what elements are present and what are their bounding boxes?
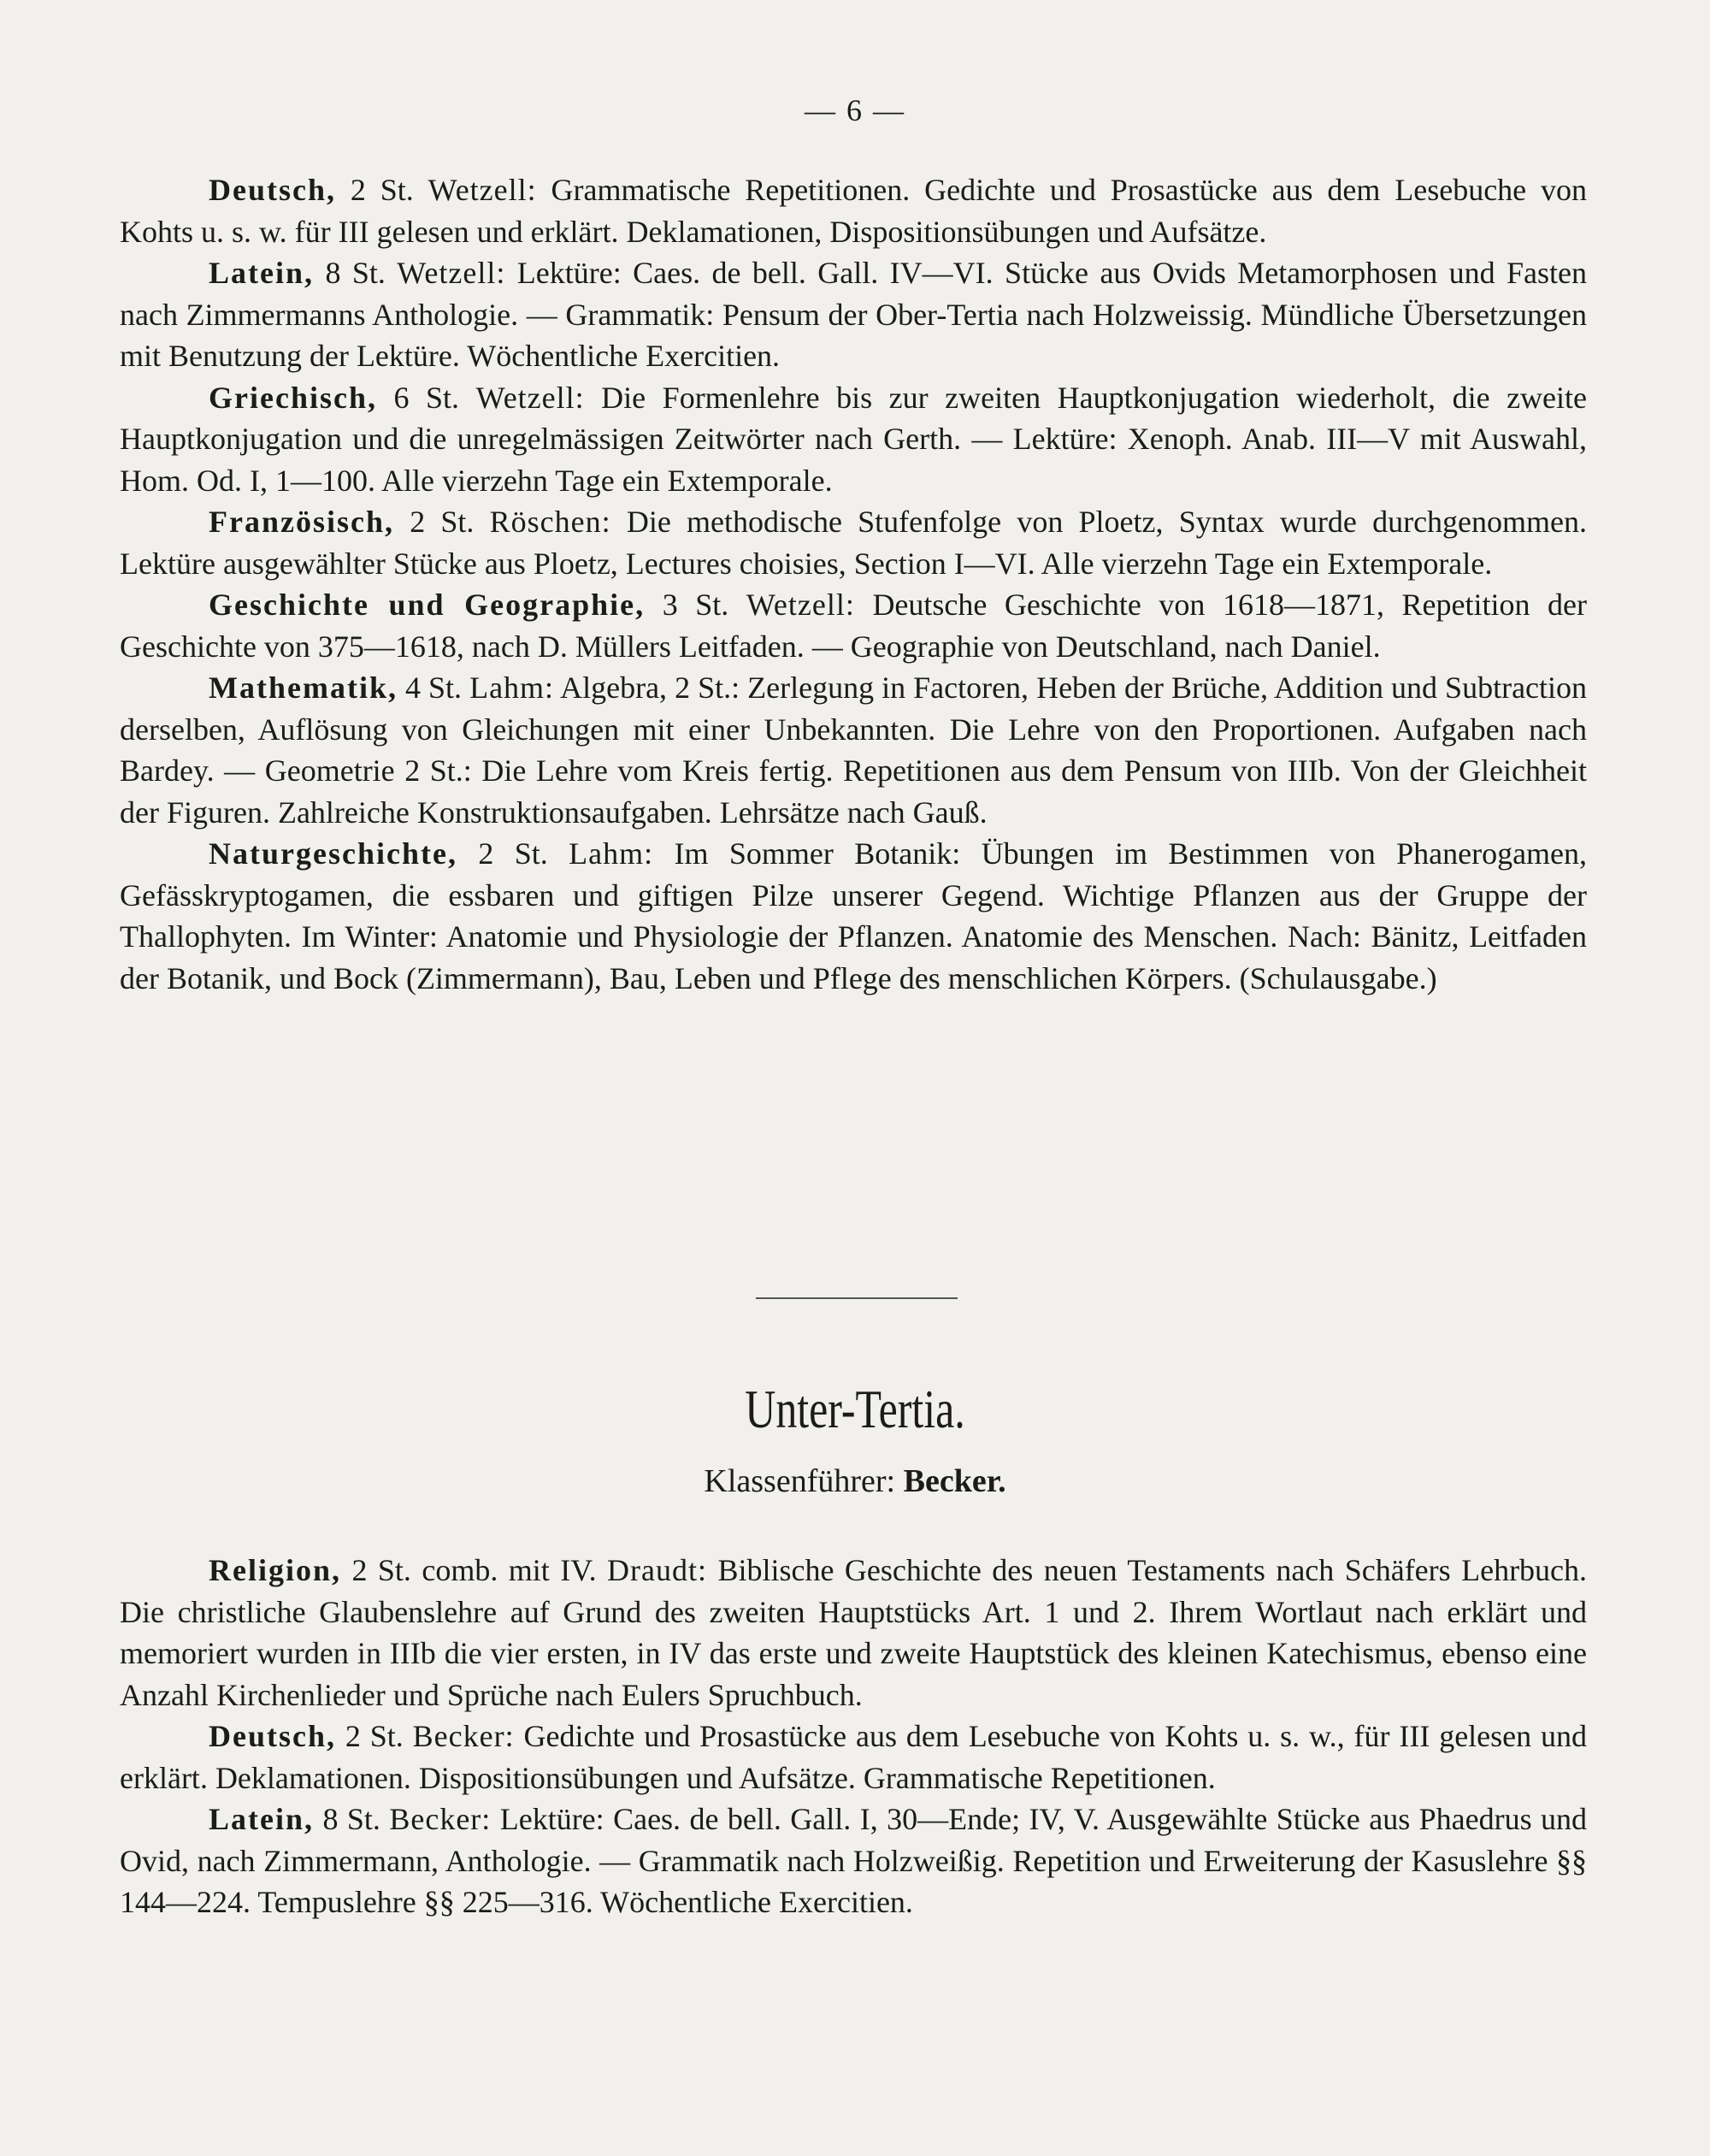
- hours: 2 St.: [410, 505, 475, 539]
- hours: 3 St.: [662, 588, 729, 622]
- hours: 2 St. comb. mit IV.: [351, 1553, 597, 1587]
- teacher-name: Lahm:: [569, 836, 654, 871]
- subject-name: Latein,: [209, 256, 315, 290]
- class-leader-name: Becker.: [903, 1463, 1006, 1499]
- paragraph-religion: [120, 1550, 1587, 1716]
- paragraph-geschichte: [120, 584, 1587, 667]
- paragraph-text: Gedichte und Prosastücke aus dem Lesebuche von Kohts u. s. w., für III gelesen und erklärt. Deklamationen. Dispositionsübungen und Aufsätze. Grammatische Repetitionen.: [120, 1719, 1588, 1795]
- lower-section: [120, 1550, 1587, 1923]
- subject-name: Naturgeschichte,: [209, 836, 457, 871]
- paragraph-latein-uiii: [120, 1799, 1587, 1923]
- paragraph-text: Die methodische Stufenfolge von Ploetz, Syntax wurde durchgenommen. Lektüre ausgewählter Stücke aus Ploetz, Lectures choisies, Section I—VI. Alle vierzehn Tage ein Extemporale.: [120, 505, 1588, 581]
- section-title: Unter-Tertia.: [745, 1379, 965, 1439]
- paragraph-text: Deutsche Geschichte von 1618—1871, Repetition der Geschichte von 375—1618, nach D. Müllers Leitfaden. — Geographie von Deutschland, nach Daniel.: [120, 588, 1588, 664]
- section-divider: [756, 1297, 958, 1299]
- teacher-name: Wetzell:: [397, 256, 506, 290]
- subject-name: Deutsch,: [209, 1719, 336, 1753]
- subject-name: Griechisch,: [209, 380, 377, 415]
- paragraph-text: Im Sommer Botanik: Übungen im Bestimmen von Phanerogamen, Gefässkryptogamen, die essbaren und giftigen Pilze unserer Gegend. Wichtige Pflanzen aus der Gruppe der Thallophyten. Im Winter: Anatomie und Physiologie der Pflanzen. Anatomie des Menschen. Nach: Bänitz, Leitfaden der Botanik, und Bock (Zimmermann), Bau, Leben und Pflege des menschlichen Körpers. (Schulausgabe.): [120, 836, 1588, 995]
- class-leader-label: Klassenführer:: [704, 1463, 896, 1499]
- hours: 8 St.: [322, 1802, 380, 1836]
- subject-name: Geschichte und Geographie,: [209, 588, 646, 622]
- hours: 8 St.: [325, 256, 386, 290]
- class-leader-line: [0, 1461, 1710, 1502]
- subject-name: Mathematik,: [209, 670, 398, 705]
- teacher-name: Draudt:: [607, 1553, 708, 1587]
- hours: 2 St.: [478, 836, 548, 871]
- paragraph-text: Algebra, 2 St.: Zerlegung in Factoren, Heben der Brüche, Addition und Subtraction derselben, Auflösung von Gleichungen mit einer Unbekannten. Die Lehre von den Proportionen. Aufgaben nach Bardey. — Geometrie 2 St.: Die Lehre vom Kreis fertig. Repetitionen aus dem Pensum von IIIb. Von der Gleichheit der Figuren. Zahlreiche Konstruktionsaufgaben. Lehrsätze nach Gauß.: [120, 670, 1588, 830]
- paragraph-deutsch-oiii: [120, 169, 1587, 252]
- page-number: — 6 —: [805, 93, 905, 127]
- hours: 2 St.: [350, 173, 414, 207]
- hours: 4 St.: [405, 670, 463, 705]
- teacher-name: Becker:: [389, 1802, 492, 1836]
- subject-name: Latein,: [209, 1802, 315, 1836]
- paragraph-deutsch-uiii: [120, 1716, 1587, 1799]
- paragraph-griechisch: [120, 377, 1587, 502]
- teacher-name: Wetzell:: [746, 588, 855, 622]
- paragraph-mathematik: [120, 667, 1587, 833]
- teacher-name: Wetzell:: [428, 173, 537, 207]
- subject-name: Religion,: [209, 1553, 342, 1587]
- upper-section: [120, 169, 1587, 999]
- paragraph-franzoesisch: [120, 501, 1587, 584]
- paragraph-text: Grammatische Repetitionen. Gedichte und Prosastücke aus dem Lesebuche von Kohts u. s. w. für III gelesen und erklärt. Deklamationen, Dispositionsübungen und Aufsätze.: [120, 173, 1588, 249]
- teacher-name: Lahm:: [469, 670, 555, 705]
- paragraph-latein-oiii: [120, 252, 1587, 377]
- paragraph-text: Lektüre: Caes. de bell. Gall. I, 30—Ende; IV, V. Ausgewählte Stücke aus Phaedrus und Ovid, nach Zimmermann, Anthologie. — Grammatik nach Holzweißig. Repetition und Erweiterung der Kasuslehre §§ 144—224. Tempuslehre §§ 225—316. Wöchentliche Exercitien.: [120, 1802, 1588, 1919]
- teacher-name: Wetzell:: [475, 380, 585, 415]
- paragraph-naturgeschichte: [120, 833, 1587, 999]
- subject-name: Französisch,: [209, 505, 394, 539]
- subject-name: Deutsch,: [209, 173, 336, 207]
- hours: 6 St.: [393, 380, 460, 415]
- paragraph-text: Die Formenlehre bis zur zweiten Hauptkonjugation wiederholt, die zweite Hauptkonjugation und die unregelmässigen Zeitwörter nach Gerth. — Lektüre: Xenoph. Anab. III—V mit Auswahl, Hom. Od. I, 1—100. Alle vierzehn Tage ein Extemporale.: [120, 380, 1588, 498]
- teacher-name: Röschen:: [489, 505, 611, 539]
- paragraph-text: Biblische Geschichte des neuen Testaments nach Schäfers Lehrbuch. Die christliche Glaubenslehre auf Grund des zweiten Hauptstücks Art. 1 und 2. Ihrem Wortlaut nach erklärt und memoriert wurden in IIIb die vier ersten, in IV das erste und zweite Hauptstück des kleinen Katechismus, ebenso eine Anzahl Kirchenlieder und Sprüche nach Eulers Spruchbuch.: [120, 1553, 1588, 1712]
- hours: 2 St.: [345, 1719, 404, 1753]
- paragraph-text: Lektüre: Caes. de bell. Gall. IV—VI. Stücke aus Ovids Metamorphosen und Fasten nach Zimmermanns Anthologie. — Grammatik: Pensum der Ober-Tertia nach Holzweissig. Mündliche Übersetzungen mit Benutzung der Lektüre. Wöchentliche Exercitien.: [120, 256, 1588, 373]
- teacher-name: Becker:: [412, 1719, 515, 1753]
